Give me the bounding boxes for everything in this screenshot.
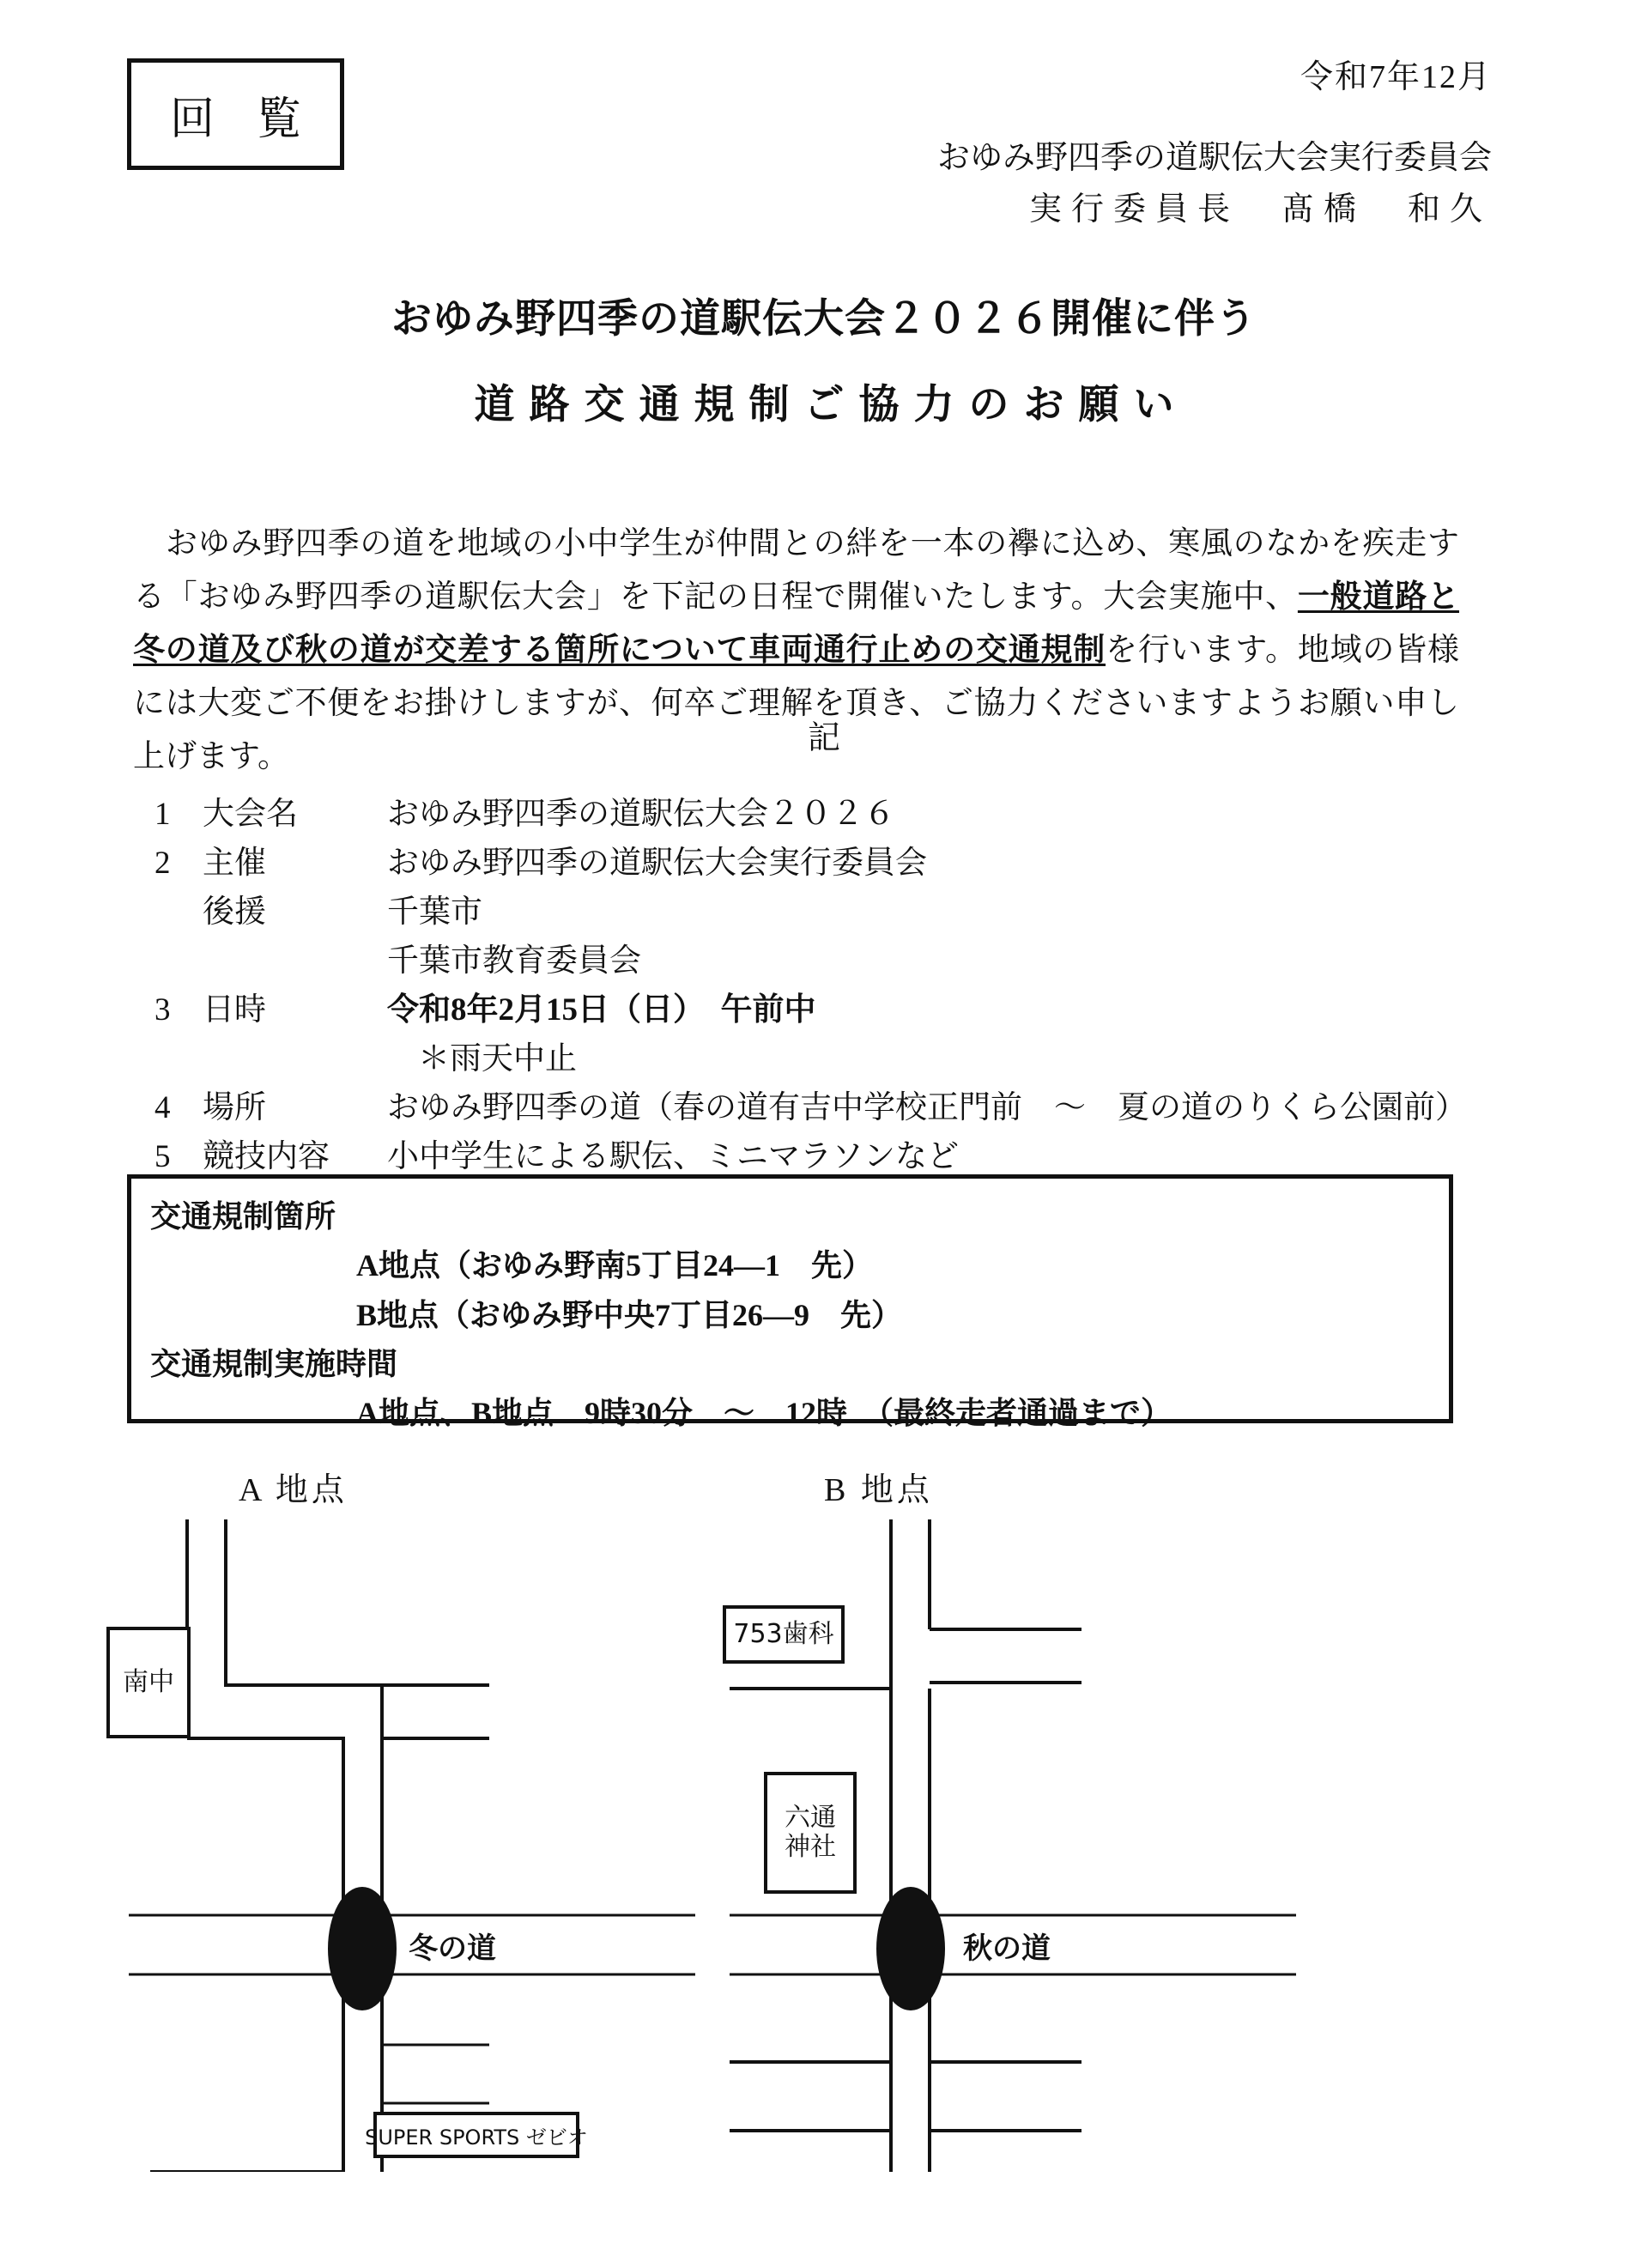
item-value: おゆみ野四季の道駅伝大会実行委員会 [387,846,927,881]
traffic-regulation-box [127,1174,1453,1430]
list-item [154,888,1459,937]
list-item [154,985,1459,1034]
item-label: 日時 [203,992,266,1028]
regulation-time-value: A地点、B地点 9時30分 ～ 12時 （最終走者通過まで） [356,1396,1172,1430]
list-item [154,839,1459,888]
item-value: 令和8年2月15日（日） 午前中 [387,992,816,1028]
intro-paragraph-emphasis: 一般道路と冬の道及び秋の道が交差する箇所について車両通行止めの交通規制 [133,579,1460,668]
page-title-line1: おゆみ野四季の道駅伝大会２０２６開催に伴う [391,297,1257,342]
item-value: おゆみ野四季の道駅伝大会２０２６ [387,797,895,832]
regulation-location-b: B地点（おゆみ野中央7丁目26—9 先） [356,1298,903,1332]
list-item [154,937,1459,985]
landmark-label: 南中 [123,1667,174,1697]
list-item [154,790,1459,839]
item-value: おゆみ野四季の道（春の道有吉中学校正門前 ～ 夏の道のりくら公園前） [387,1090,1467,1125]
regulation-time-heading: 交通規制実施時間 [150,1347,398,1381]
map-b-title: B 地点 [824,1472,933,1508]
circulation-stamp-label: 回 覧 [169,94,317,144]
road-closure-marker-b [876,1887,945,2010]
details-list [154,790,1467,1181]
item-number: 4 [154,1090,171,1125]
landmark-box-753-dental [723,1605,845,1664]
item-label: 場所 [203,1090,266,1125]
item-number: 1 [154,797,171,832]
map-a-roads [129,1519,695,2172]
list-item [154,1034,1459,1083]
intro-paragraph-part2: を行います。地域の皆様には大変ご不便をお掛けしますが、何卒ご理解を頂き、ご協力くださいますようお願い申し上げます。 [133,633,1459,774]
regulation-locations-heading: 交通規制箇所 [150,1199,336,1234]
landmark-label-line1: 六通 [785,1803,836,1833]
circulation-stamp-box [127,58,344,170]
item-label: 主催 [203,846,266,881]
committee-chair: 実行委員長 髙橋 和久 [1028,191,1492,227]
landmark-box-minamichu [106,1627,191,1738]
item-label: 大会名 [203,797,298,832]
list-item [154,1083,1467,1132]
map-a-diagram [123,1519,695,2172]
road-closure-marker-a [328,1887,397,2010]
landmark-box-rokutsu-shrine [764,1772,857,1894]
map-b-diagram [730,1519,1296,2172]
item-number: 5 [154,1139,171,1174]
intro-paragraph-part1: おゆみ野四季の道を地域の小中学生が仲間との絆を一本の襷に込め、寒風のなかを疾走する「おゆみ野四季の道駅伝大会」を下記の日程で開催いたします。大会実施中、 [133,526,1459,615]
document-date: 令和7年12月 [1300,59,1492,95]
item-number: 2 [154,846,171,881]
road-label-aki-no-michi: 秋の道 [963,1925,1051,1967]
item-value: 千葉市教育委員会 [387,943,641,979]
item-value: 千葉市 [387,894,482,930]
landmark-label: 753歯科 [733,1619,834,1649]
issuing-organization: おゆみ野四季の道駅伝大会実行委員会 [936,140,1492,176]
item-label: 後援 [203,894,266,930]
item-label: 競技内容 [203,1139,330,1174]
landmark-label: SUPER SPORTS ゼビオ [365,2125,588,2150]
map-a-title: A 地点 [239,1472,348,1508]
item-number: 3 [154,992,171,1028]
landmark-label-line2: 神社 [785,1832,836,1862]
landmark-box-super-sports [365,2112,588,2158]
ki-marker: 記 [807,720,840,756]
page-title-line2: 道路交通規制ご協力のお願い [474,383,1189,428]
item-value: 小中学生による駅伝、ミニマラソンなど [387,1139,959,1174]
road-label-fuyu-no-michi: 冬の道 [409,1925,496,1967]
regulation-location-a: A地点（おゆみ野南5丁目24—1 先） [356,1248,873,1283]
item-value: ＊雨天中止 [418,1041,577,1076]
